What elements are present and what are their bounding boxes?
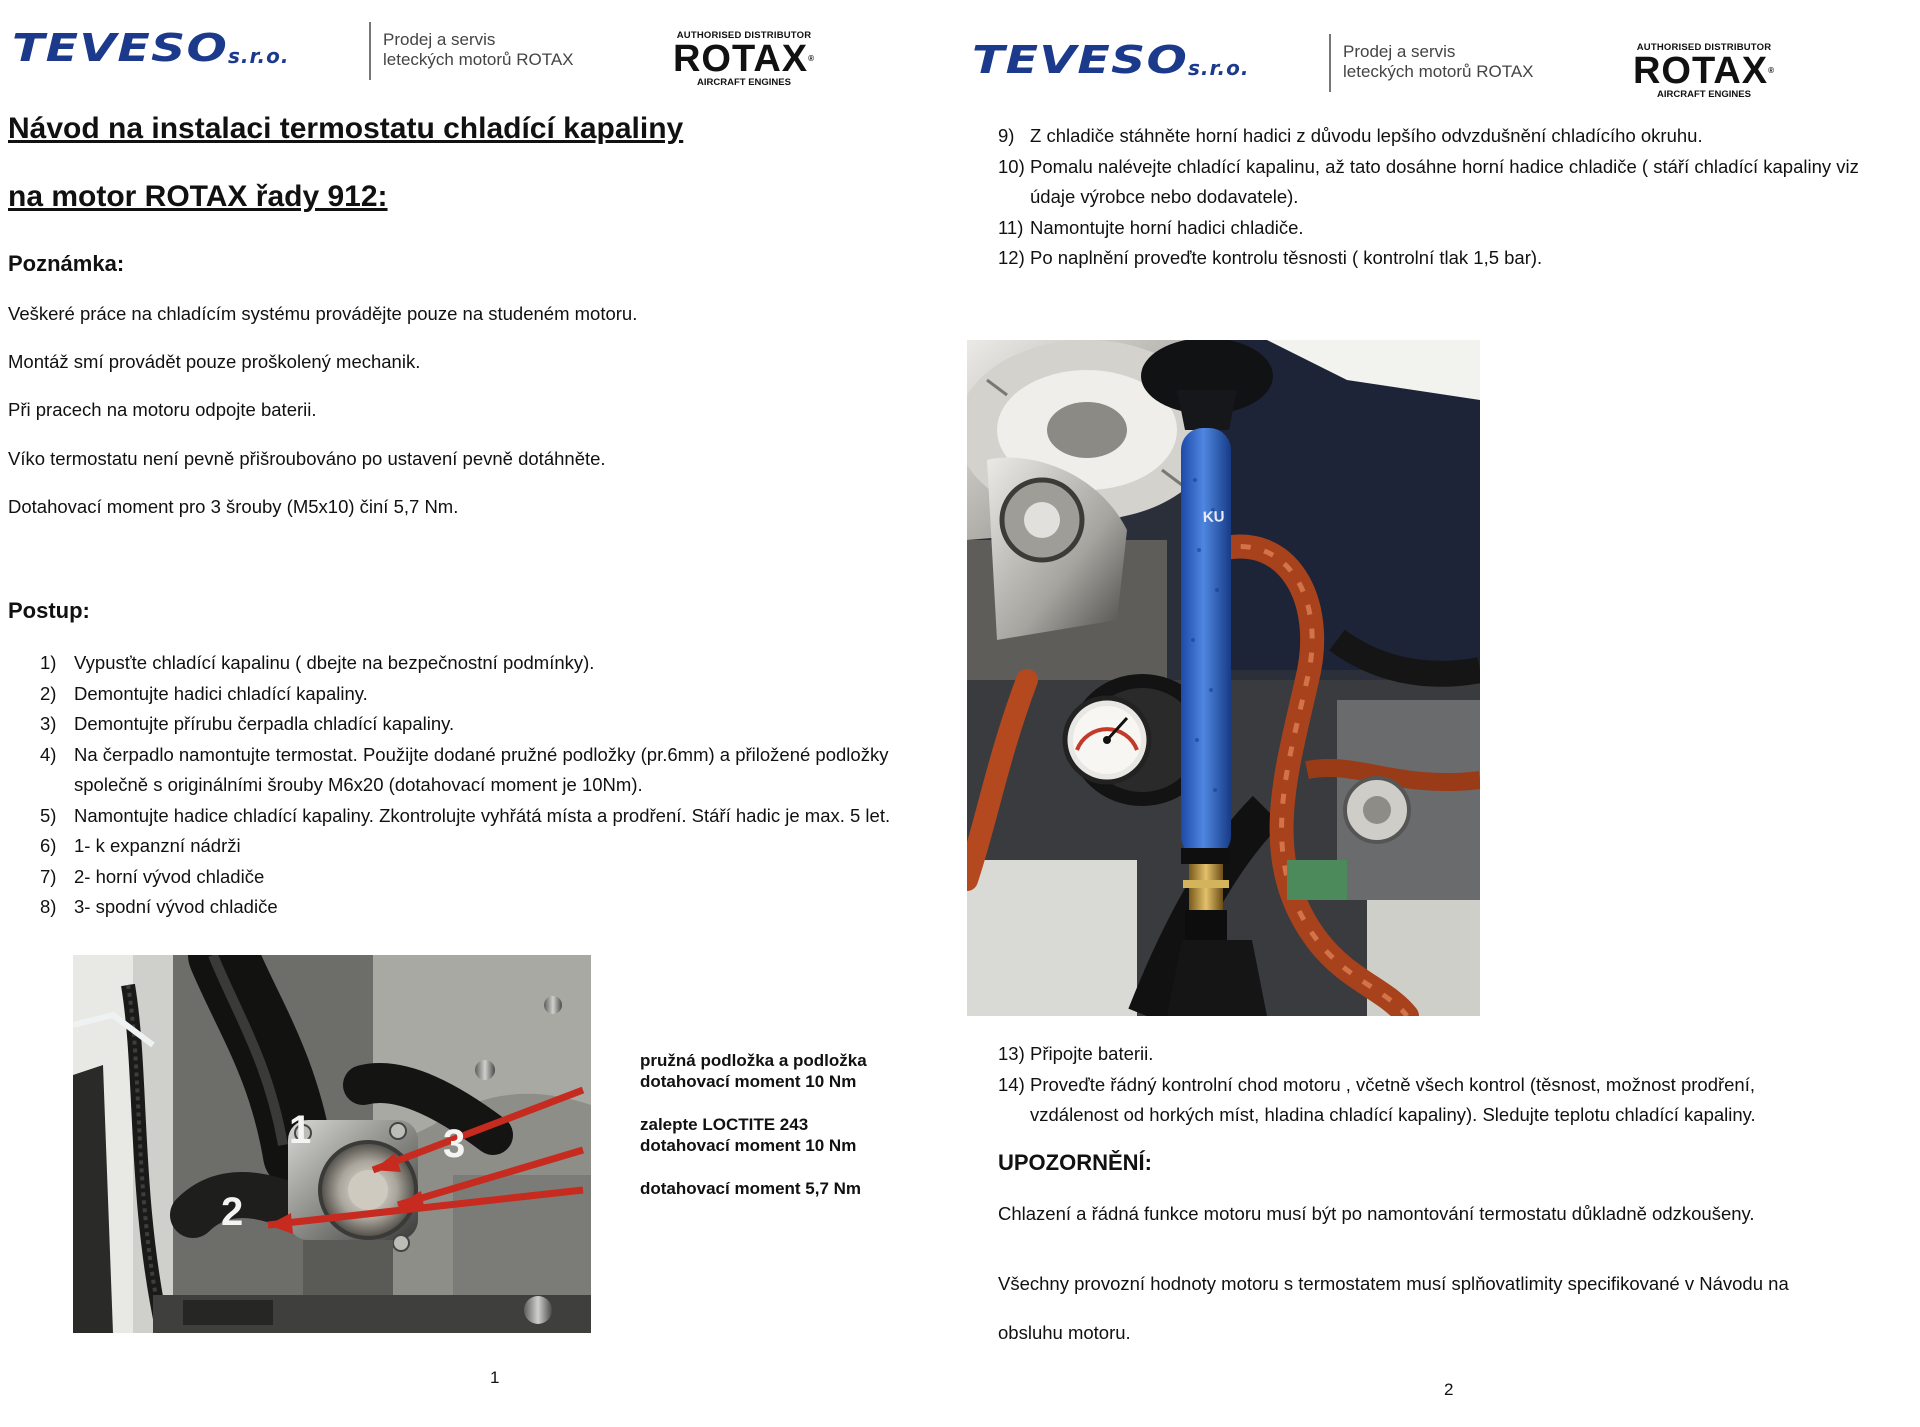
rotax-engines-text: AIRCRAFT ENGINES (1657, 89, 1751, 100)
procedure-heading: Postup: (8, 598, 90, 623)
rotax-logo-text (664, 38, 824, 80)
thermostat-photo-graphic (73, 955, 591, 1333)
warning-paragraph-1: Chlazení a řádná funkce motoru musí být po namontování termostatu důkladně odzkoušeny. (998, 1203, 1755, 1224)
callout-line: dotahovací moment 5,7 Nm (640, 1179, 862, 1198)
photo-label-2: 2 (221, 1190, 244, 1234)
step-number: 6) (40, 835, 57, 856)
teveso-logo (972, 38, 1250, 82)
callout-line: dotahovací moment 10 Nm (640, 1136, 857, 1155)
svg-text:KU: KU (1202, 508, 1225, 526)
rotax-authorised-text: AUTHORISED DISTRIBUTOR (1636, 42, 1772, 53)
warning-paragraph-2-line2: obsluhu motoru. (998, 1322, 1131, 1343)
step-number: 7) (40, 865, 57, 887)
step-item (40, 892, 960, 923)
step-item (998, 121, 1878, 152)
pressure-test-photo-graphic (967, 340, 1480, 1016)
rotax-engines-text: AIRCRAFT ENGINES (697, 77, 791, 88)
callout-torque (640, 1178, 867, 1199)
step-number: 8) (40, 896, 57, 917)
document-title-line2: na motor ROTAX řady 912: (8, 180, 388, 213)
callout-line: dotahovací moment 10 Nm (640, 1072, 857, 1091)
teveso-logo-suffix: s.r.o. (1188, 56, 1250, 80)
step-text: Demontujte hadici chladící kapaliny. (74, 682, 368, 704)
step-item (998, 152, 1878, 213)
page-number: 2 (1444, 1380, 1454, 1399)
step-item (40, 801, 960, 832)
step-number: 10) (998, 155, 1025, 177)
step-text: Po naplnění proveďte kontrolu těsnosti ( kontrolní tlak 1,5 bar). (1030, 247, 1543, 268)
step-item (40, 740, 960, 801)
page-header (0, 18, 960, 98)
photo-label-1: 1 (289, 1108, 312, 1152)
header-tagline-line1: Prodej a servis (1343, 42, 1456, 61)
step-item (40, 831, 960, 862)
step-number: 11) (998, 216, 1024, 238)
header-tagline-line2: leteckých motorů ROTAX (383, 50, 574, 69)
header-divider (369, 22, 371, 80)
step-number: 3) (40, 713, 57, 734)
step-text: Pomalu nalévejte chladící kapalinu, až tato dosáhne horní hadice chladiče ( stáří chladící kapaliny viz (1030, 155, 1859, 177)
step-item (40, 679, 960, 710)
step-text-continued: společně s originálními šrouby M6x20 (dotahovací moment je 10Nm). (74, 774, 643, 795)
page-header (960, 30, 1920, 110)
document-page-2 (960, 0, 1920, 1427)
rotax-logo (1624, 42, 1784, 100)
step-item (40, 862, 960, 893)
header-tagline-line2: leteckých motorů ROTAX (1343, 62, 1534, 81)
note-3: Při pracech na motoru odpojte baterii. (8, 399, 317, 420)
step-number: 9) (998, 125, 1015, 146)
step-text: Namontujte hadice chladící kapaliny. Zkontrolujte vyhřátá místa a prodření. Stáří hadic je max. 5 let. (74, 804, 891, 826)
step-number: 14) (998, 1073, 1025, 1095)
thermostat-photo (73, 955, 591, 1333)
procedure-steps (40, 648, 960, 923)
header-divider (1329, 34, 1331, 92)
header-tagline (383, 30, 574, 70)
callout-line: pružná podložka a podložka (640, 1051, 867, 1070)
note-5: Dotahovací moment pro 3 šrouby (M5x10) činí 5,7 Nm. (8, 496, 459, 517)
header-tagline (1343, 42, 1534, 82)
photo-label-3: 3 (443, 1122, 466, 1166)
step-text-continued: údaje výrobce nebo dodavatele). (1030, 186, 1299, 207)
step-item (998, 213, 1878, 244)
step-text: Na čerpadlo namontujte termostat. Použijte dodané pružné podložky (pr.6mm) a přiložené podložky (74, 743, 889, 765)
step-item (998, 1070, 1878, 1131)
rotax-name: ROTAX (1632, 50, 1769, 92)
step-text: Z chladiče stáhněte horní hadici z důvodu lepšího odvzdušnění chladícího okruhu. (1030, 125, 1703, 146)
step-text: Namontujte horní hadici chladiče. (1030, 216, 1304, 238)
rotax-registered-mark: ® (1768, 66, 1776, 75)
warning-paragraph-2-line1: Všechny provozní hodnoty motoru s termostatem musí splňovatlimity specifikované v Návodu na (998, 1273, 1789, 1294)
photo-callouts (640, 1050, 867, 1221)
procedure-steps-continued (998, 121, 1878, 274)
step-text: 2- horní vývod chladiče (74, 865, 265, 887)
step-text-continued: vzdálenost od horkých míst, hladina chladící kapaliny). Sledujte teplotu chladící kapaliny. (1030, 1104, 1756, 1125)
warning-heading: UPOZORNĚNÍ: (998, 1150, 1152, 1175)
callout-spring-washer (640, 1050, 867, 1092)
step-item (40, 709, 960, 740)
callout-loctite (640, 1114, 867, 1156)
step-text: 1- k expanzní nádrži (74, 835, 241, 856)
step-item (40, 648, 960, 679)
step-text: Demontujte přírubu čerpadla chladící kapaliny. (74, 713, 455, 734)
rotax-logo (664, 30, 824, 88)
rotax-name: ROTAX (672, 38, 809, 80)
step-number: 5) (40, 804, 57, 826)
step-number: 1) (40, 652, 57, 673)
step-text: 3- spodní vývod chladiče (74, 896, 278, 917)
note-1: Veškeré práce na chladícím systému provádějte pouze na studeném motoru. (8, 303, 638, 324)
pressure-test-photo (967, 340, 1480, 1016)
teveso-logo-suffix: s.r.o. (228, 44, 290, 68)
document-title-line1: Návod na instalaci termostatu chladící kapaliny (8, 112, 684, 145)
step-text: Připojte baterii. (1030, 1043, 1154, 1064)
rotax-authorised-text: AUTHORISED DISTRIBUTOR (676, 30, 812, 41)
teveso-logo (12, 26, 290, 70)
page-number: 1 (490, 1368, 500, 1387)
step-item (998, 1039, 1878, 1070)
step-number: 12) (998, 247, 1025, 268)
rotax-logo-text (1624, 50, 1784, 92)
teveso-logo-text: TEVESO (972, 38, 1189, 82)
step-text: Vypusťte chladící kapalinu ( dbejte na bezpečnostní podmínky). (74, 652, 595, 673)
procedure-steps-final (998, 1039, 1878, 1131)
header-tagline-line1: Prodej a servis (383, 30, 496, 49)
callout-line: zalepte LOCTITE 243 (640, 1115, 809, 1134)
note-2: Montáž smí provádět pouze proškolený mechanik. (8, 351, 421, 372)
note-4: Víko termostatu není pevně přišroubováno po ustavení pevně dotáhněte. (8, 448, 606, 469)
step-item (998, 243, 1878, 274)
step-number: 13) (998, 1043, 1025, 1064)
rotax-registered-mark: ® (808, 54, 816, 63)
step-text: Proveďte řádný kontrolní chod motoru , včetně všech kontrol (těsnost, možnost prodření, (1030, 1073, 1756, 1095)
step-number: 2) (40, 682, 57, 704)
teveso-logo-text: TEVESO (12, 26, 229, 70)
step-number: 4) (40, 743, 57, 765)
note-heading: Poznámka: (8, 251, 125, 276)
